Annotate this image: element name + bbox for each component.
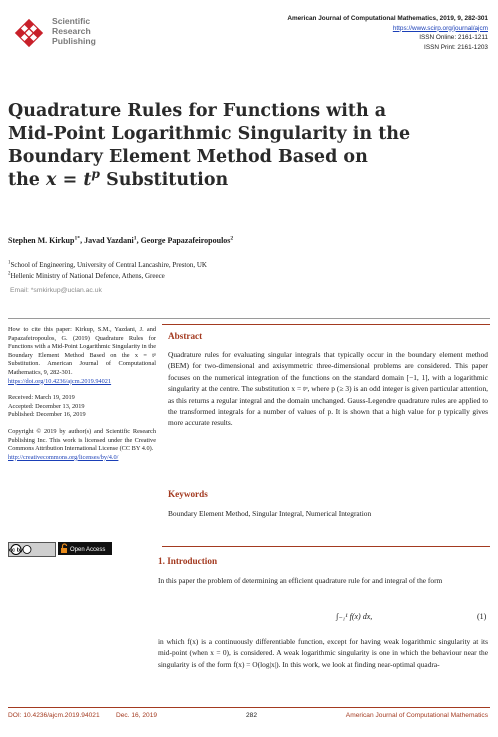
dates-block <box>8 394 156 420</box>
page-number: 282 <box>246 712 258 719</box>
open-lock-icon <box>58 542 112 555</box>
title-line-2: Mid-Point Logarithmic Singularity in the <box>8 124 411 144</box>
journal-header <box>287 14 488 52</box>
cc-icon <box>9 543 55 556</box>
intro-paragraph-1: In this paper the problem of determining an efficient quadrature rule for and integral of the form <box>158 576 443 585</box>
svg-text:Open Access: Open Access <box>70 547 106 553</box>
keywords-heading: Keywords <box>168 489 208 499</box>
intro-paragraph-2: in which f(x) is a continuously differentiable function, except for having weak logarithmic singularity at its mid-point (when x = 0), is considered. A weak logarithmic singularity is one in which the behaviour near the singularity is of the form f(x) = O(log|x|). In this work, we look at finding near-optimal quadra- <box>158 637 488 669</box>
keywords-rule <box>162 546 490 547</box>
journal-line: American Journal of Computational Mathematics, 2019, 9, 282-301 <box>287 15 488 22</box>
author-3: George Papazafeiropoulos <box>140 236 231 245</box>
issn-print: ISSN Print: 2161-1203 <box>424 43 488 51</box>
title-formula: x = t <box>46 170 92 190</box>
author-1: Stephen M. Kirkup <box>8 236 75 245</box>
author-list: Stephen M. Kirkup$^{1*}$, Javad Yazdani$^1$, George Papazafeiropoulos$^2$ <box>8 235 234 245</box>
published-date: Published: December 16, 2019 <box>8 411 86 419</box>
author-2: Javad Yazdani <box>84 236 134 245</box>
abstract-rule <box>162 324 490 325</box>
license-link[interactable]: http://creativecommons.org/licenses/by/4.0/ <box>8 453 119 461</box>
received-date: Received: March 19, 2019 <box>8 394 75 402</box>
copyright-block: Copyright © 2019 by author(s) and Scientific Research Publishing Inc. This work is licensed under the Creative Commons Attribution International License (CC BY 4.0). http://creativecommons.org/licenses/by/4.0/ <box>8 427 156 461</box>
cc-by-badge[interactable] <box>8 542 56 557</box>
issn-online: ISSN Online: 2161-1211 <box>419 34 488 41</box>
keywords-body: Boundary Element Method, Singular Integral, Numerical Integration <box>168 509 372 518</box>
equation-number: (1) <box>477 612 487 621</box>
equation-1: ∫₋₁¹ f(x) dx, <box>336 612 373 621</box>
affiliation-2: $^2$Hellenic Ministry of National Defence, Athens, Greece <box>8 271 165 280</box>
footer-rule <box>8 707 490 708</box>
journal-url-link[interactable]: https://www.scirp.org/journal/ajcm <box>392 24 488 32</box>
title-line-1: Quadrature Rules for Functions with a <box>8 101 387 121</box>
footer-doi: DOI: 10.4236/ajcm.2019.94021 <box>8 712 100 719</box>
logo-line-1: Scientific <box>52 16 91 26</box>
abstract-heading: Abstract <box>168 331 203 341</box>
affiliation-1: $^1$School of Engineering, University of Central Lancashire, Preston, UK <box>8 260 207 269</box>
introduction-heading: 1. Introduction <box>158 556 218 566</box>
header-divider <box>8 318 490 319</box>
logo-line-3: Publishing <box>52 36 96 46</box>
footer-journal: American Journal of Computational Mathematics <box>345 712 488 719</box>
doi-link[interactable]: https://doi.org/10.4236/ajcm.2019.94021 <box>8 377 112 385</box>
title-line-3: Boundary Element Method Based on <box>8 147 368 167</box>
author-email: Email: *smkirkup@uclan.ac.uk <box>10 287 102 294</box>
open-access-badge[interactable] <box>58 542 112 555</box>
person-icon <box>23 546 31 554</box>
paper-title <box>8 100 428 192</box>
title-line-4: the $x = t^p$ Substitution <box>8 166 229 190</box>
footer-date: Dec. 16, 2019 <box>116 712 158 719</box>
citation-block: How to cite this paper: Kirkup, S.M., Yazdani, J. and Papazafeiropoulos, G. (2019) Quadrature Rules for Functions with a Mid-Point Logarithmic Singularity in the Boundary Element Method Based on the x = tᵖ Substitution. American Journal of Computational Mathematics, 9, 282-301. https://doi.org/10.4236/ajcm.2019.94021 <box>8 326 156 385</box>
svg-text:cc by: cc by <box>9 547 24 554</box>
publisher-logo-text <box>52 16 96 46</box>
accepted-date: Accepted: December 13, 2019 <box>8 402 85 410</box>
logo-line-2: Research <box>52 26 91 36</box>
article-info-column <box>8 326 156 470</box>
abstract-body: Quadrature rules for evaluating singular integrals that typically occur in the boundary element method (BEM) for two-dimensional and axisymmetric three-dimensional problems are considered. This paper focuses on the numerical integration of the functions on the standard domain [−1, 1], with a logarithmic singularity at the centre. The substitution x = tᵖ, where p (≥ 3) is an odd integer is given particular attention, as this returns a regular integral and the domain unchanged. Gauss-Legendre quadrature rules are applied to the transformed integrals for a number of values of p. It is shown that a high value for p typically gives more accurate results. <box>168 350 488 428</box>
publisher-logo-icon <box>10 14 48 52</box>
